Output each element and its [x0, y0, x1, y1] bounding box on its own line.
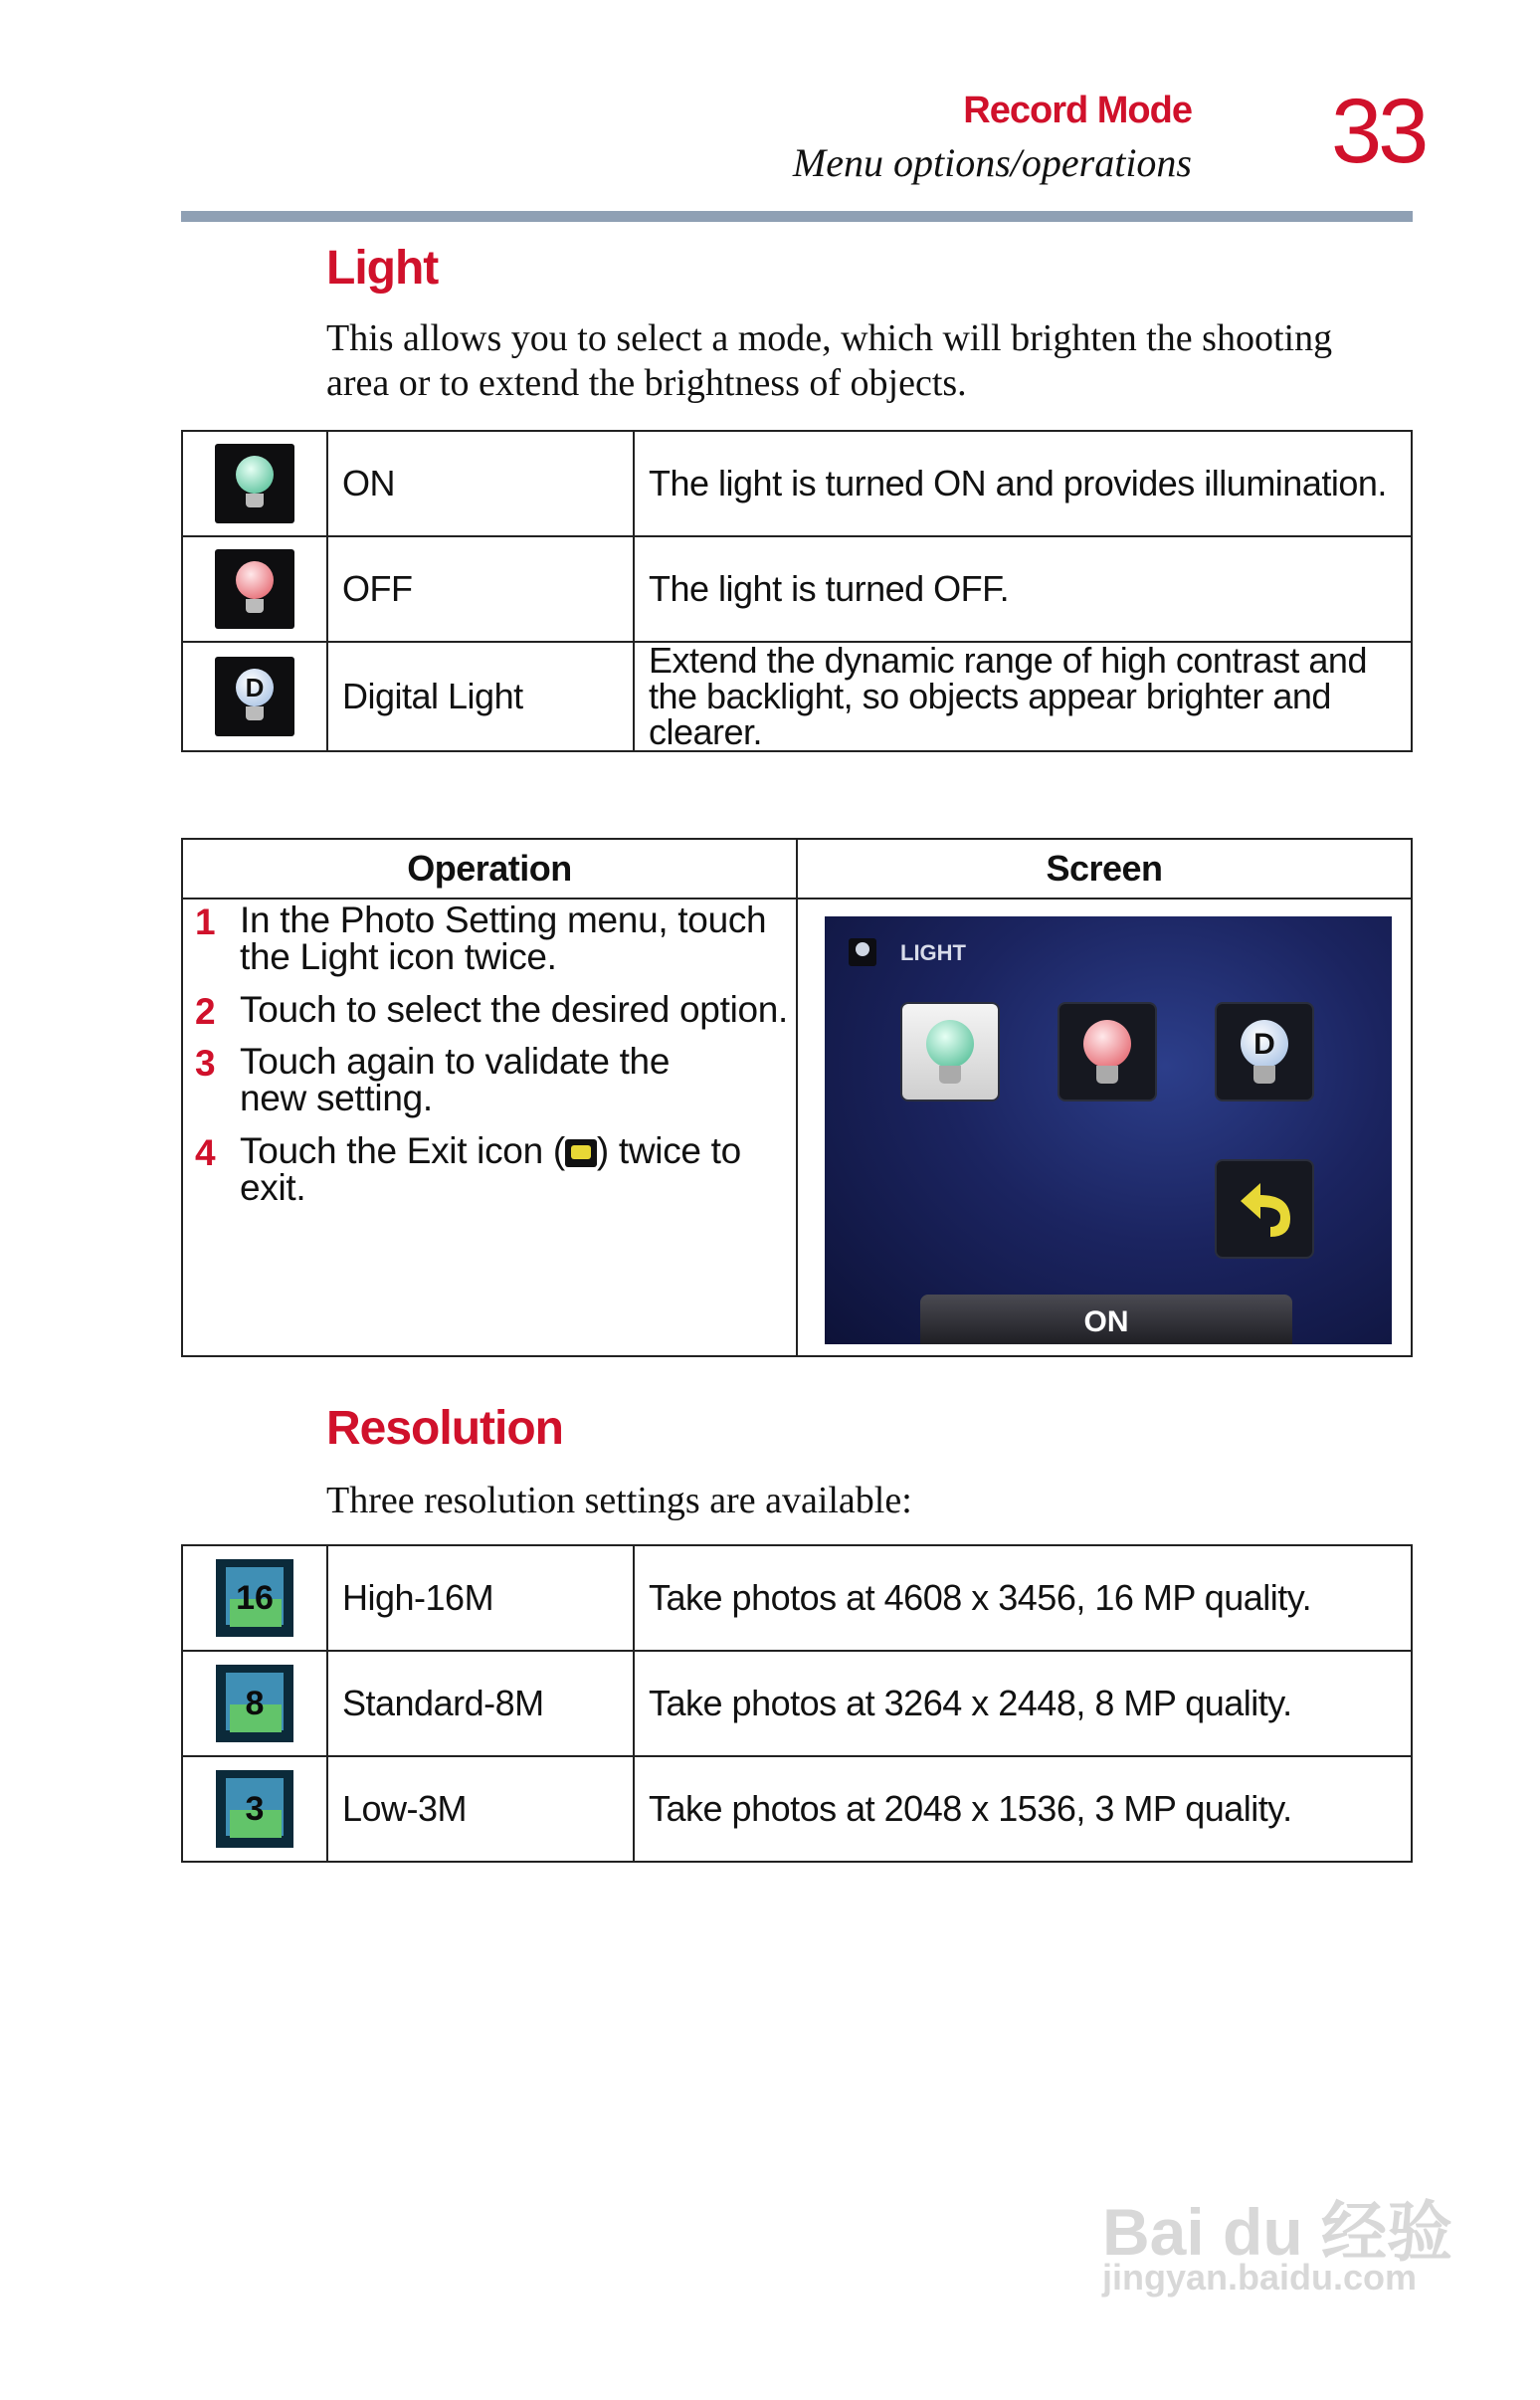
table-row — [182, 1651, 1412, 1756]
light-on-icon — [926, 1020, 974, 1068]
light-intro: This allows you to select a mode, which will brighten the shooting area or to extend the brightness of objects. — [326, 317, 1333, 404]
step-number: 1 — [195, 901, 216, 942]
option-name: Standard-8M — [342, 1683, 544, 1723]
light-options-table — [181, 430, 1413, 752]
table-row — [182, 642, 1412, 751]
option-description: Take photos at 4608 x 3456, 16 MP quality. — [649, 1577, 1312, 1618]
option-description: Take photos at 2048 x 1536, 3 MP quality. — [649, 1788, 1292, 1829]
option-name: Digital Light — [342, 676, 523, 716]
step-text: Touch to select the desired option. — [240, 989, 789, 1030]
option-name: Low-3M — [342, 1788, 468, 1829]
icon-cell — [182, 1756, 327, 1862]
table-header-row — [182, 839, 1412, 899]
resolution-icon-label: 16 — [236, 1579, 274, 1617]
option-description: Extend the dynamic range of high contrast and the backlight, so objects appear brighter and clearer. — [649, 640, 1367, 752]
option-name: High-16M — [342, 1577, 494, 1618]
screen-status-bar: ON — [920, 1295, 1292, 1344]
step-text: In the Photo Setting menu, touch the Light icon twice. — [240, 900, 767, 977]
light-off-icon — [1083, 1020, 1131, 1068]
screen-light-on-button[interactable] — [902, 1004, 998, 1100]
light-menu-icon — [849, 938, 876, 966]
icon-cell — [182, 1545, 327, 1651]
step-text-before: Touch the Exit icon ( — [240, 1130, 565, 1171]
resolution-intro: Three resolution settings are available: — [326, 1480, 912, 1521]
resolution-icon-label: 8 — [245, 1685, 265, 1722]
icon-cell — [182, 536, 327, 642]
device-screen — [825, 916, 1392, 1344]
step-text: Touch again to validate the new setting. — [240, 1041, 671, 1118]
option-cell — [327, 1545, 634, 1651]
description-cell — [634, 642, 1412, 751]
page-number: 33 — [1331, 81, 1426, 182]
digital-letter: D — [1253, 1028, 1275, 1061]
option-description: The light is turned ON and provides illumination. — [649, 463, 1387, 503]
step-number: 3 — [195, 1043, 216, 1084]
resolution-3m-icon — [216, 1770, 293, 1848]
step-text-after: ) twice to exit. — [240, 1130, 741, 1208]
screen-title: LIGHT — [900, 940, 966, 965]
digital-letter: D — [245, 673, 265, 702]
resolution-heading: Resolution — [326, 1402, 563, 1455]
table-row — [182, 536, 1412, 642]
light-heading: Light — [326, 242, 439, 295]
resolution-icon-label: 3 — [245, 1790, 265, 1828]
step-text — [240, 1132, 807, 1206]
screen-exit-button[interactable] — [1217, 1161, 1312, 1257]
resolution-options-table — [181, 1544, 1413, 1863]
icon-cell — [182, 1651, 327, 1756]
step-number: 2 — [195, 991, 216, 1032]
option-cell — [327, 1651, 634, 1756]
option-description: The light is turned OFF. — [649, 568, 1010, 609]
header-rule — [181, 211, 1413, 222]
light-off-icon — [215, 549, 294, 629]
description-cell — [634, 1545, 1412, 1651]
exit-arrow-icon — [1217, 1161, 1312, 1257]
table-row — [182, 1756, 1412, 1862]
table-row — [182, 431, 1412, 536]
resolution-16m-icon — [216, 1559, 293, 1637]
description-cell — [634, 1756, 1412, 1862]
option-cell — [327, 536, 634, 642]
description-cell — [634, 431, 1412, 536]
option-description: Take photos at 3264 x 2448, 8 MP quality. — [649, 1683, 1292, 1723]
operation-column-header: Operation — [182, 839, 797, 899]
watermark-logo: Bai du 经验 — [1102, 2195, 1453, 2269]
option-name: OFF — [342, 568, 413, 609]
description-cell — [634, 1651, 1412, 1756]
table-row — [182, 1545, 1412, 1651]
section-subtitle: Menu options/operations — [792, 140, 1192, 185]
option-name: ON — [342, 463, 395, 503]
option-cell — [327, 642, 634, 751]
light-on-icon — [215, 444, 294, 523]
section-title: Record Mode — [963, 90, 1192, 131]
option-cell — [327, 1756, 634, 1862]
watermark-url: jingyan.baidu.com — [1102, 2257, 1418, 2298]
icon-cell — [182, 431, 327, 536]
icon-cell — [182, 642, 327, 751]
description-cell — [634, 536, 1412, 642]
step-number: 4 — [195, 1132, 216, 1173]
digital-light-icon — [215, 657, 294, 736]
screen-digital-light-button[interactable] — [1217, 1004, 1312, 1100]
screen-column-header: Screen — [797, 839, 1412, 899]
resolution-8m-icon — [216, 1665, 293, 1742]
exit-icon-inline — [565, 1139, 597, 1167]
screen-light-off-button[interactable] — [1059, 1004, 1155, 1100]
option-cell — [327, 431, 634, 536]
